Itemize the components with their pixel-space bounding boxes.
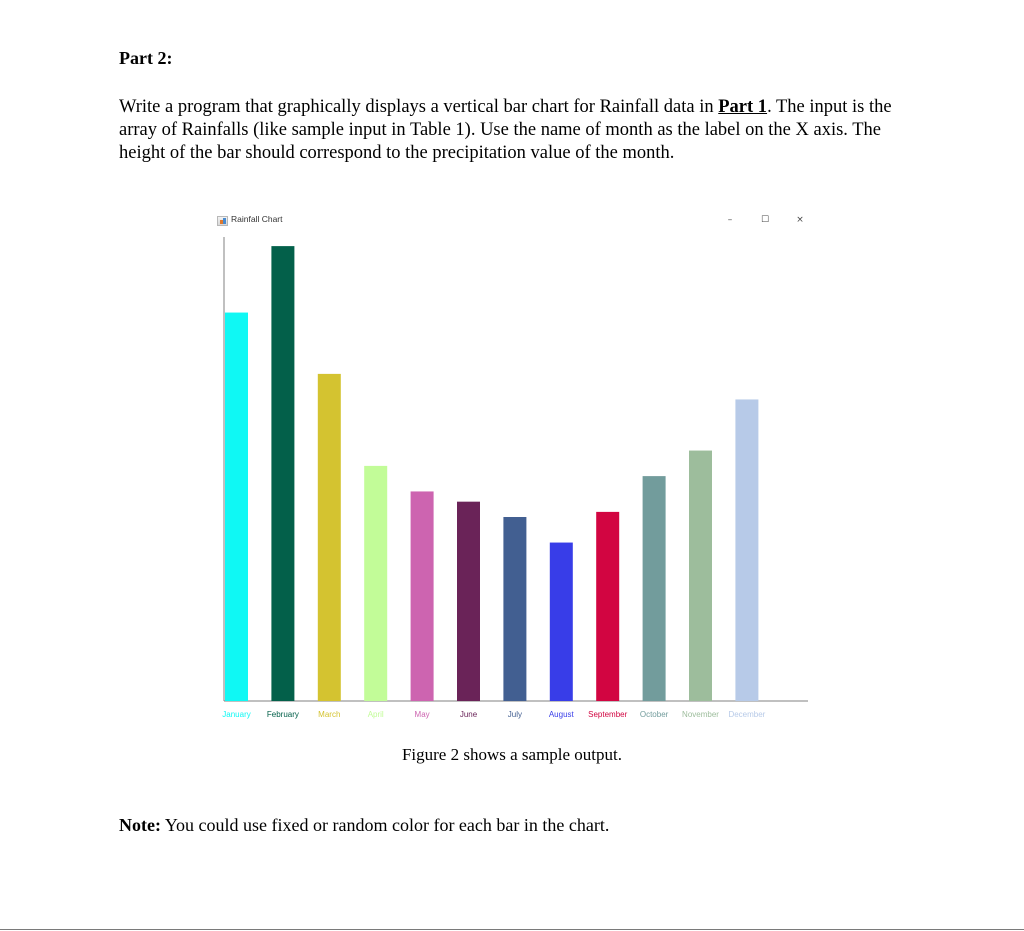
x-tick-label-september: September [588, 710, 628, 719]
x-tick-label-july: July [507, 710, 523, 719]
bar-august [550, 543, 573, 701]
x-tick-label-june: June [459, 710, 478, 719]
bar-november [689, 451, 712, 701]
window-title: Rainfall Chart [231, 214, 283, 224]
figure-caption: Figure 2 shows a sample output. [401, 745, 623, 764]
chart-area [212, 209, 812, 729]
note-paragraph [119, 815, 609, 836]
x-tick-label-february: February [266, 710, 299, 719]
bar-september [596, 512, 619, 701]
assignment-paragraph [119, 96, 909, 165]
x-tick-label-march: March [318, 710, 341, 719]
note-label: Note: [119, 815, 161, 835]
x-tick-label-november: November [682, 710, 719, 719]
x-tick-label-august: August [548, 710, 574, 719]
bar-october [643, 476, 666, 701]
close-icon[interactable]: × [796, 215, 804, 225]
bar-april [364, 466, 387, 701]
bar-december [735, 399, 758, 701]
x-tick-label-december: December [728, 710, 766, 719]
minimize-icon[interactable]: – [727, 215, 733, 225]
maximize-icon[interactable]: ☐ [760, 215, 770, 225]
x-tick-label-april: April [367, 710, 384, 719]
part-1-reference: Part 1 [718, 97, 768, 117]
x-tick-label-october: October [639, 710, 669, 719]
paragraph-text-after: . The input is the array of Rainfalls (like sample input in Table 1). Use the name of month as the label on the X axis. The height of the bar should correspond to the precipitation value of the month. [119, 97, 892, 163]
bar-february [271, 246, 294, 701]
bar-may [411, 491, 434, 701]
bar-july [503, 517, 526, 701]
paragraph-text-before: Write a program that graphically displays a vertical bar chart for Rainfall data in [119, 97, 719, 117]
rainfall-bar-chart [212, 209, 812, 729]
rainfall-chart-window [212, 209, 812, 729]
x-tick-label-january: January [222, 710, 251, 719]
bottom-rule [0, 929, 1024, 930]
bar-january [225, 313, 248, 701]
bar-june [457, 502, 480, 701]
bar-march [318, 374, 341, 701]
note-text: You could use fixed or random color for each bar in the chart. [160, 815, 610, 835]
x-tick-label-may: May [414, 710, 430, 719]
part-title: Part 2: [119, 48, 173, 68]
